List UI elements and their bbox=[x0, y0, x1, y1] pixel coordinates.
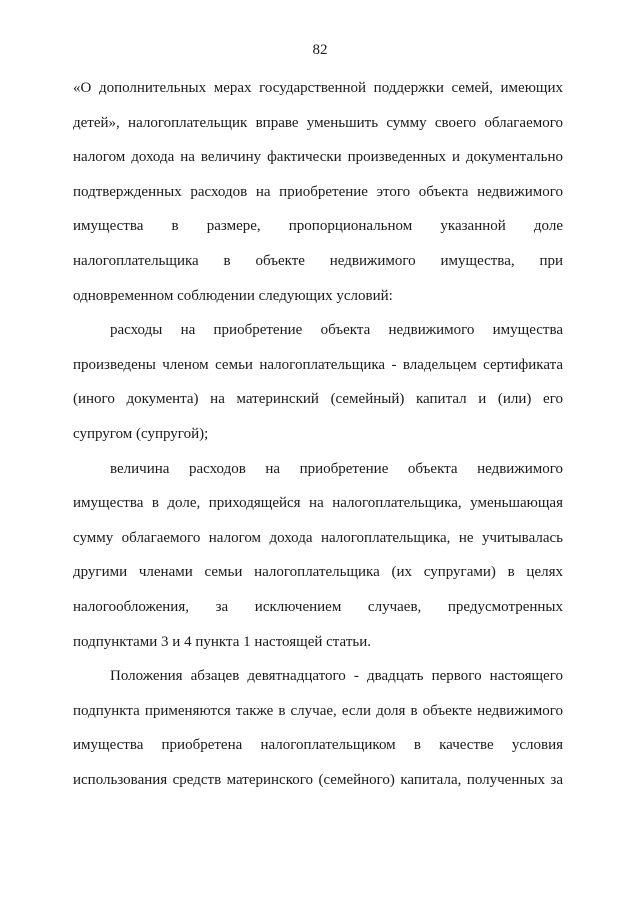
text-line: использования средств материнского (семейного) капитала, полученных за bbox=[73, 771, 563, 788]
page-number: 82 bbox=[312, 42, 328, 58]
text-line: «О дополнительных мерах государственной поддержки семей, имеющих bbox=[73, 80, 563, 96]
text-line: (иного документа) на материнский (семейный) капитал и (или) его bbox=[73, 391, 563, 408]
text-line: подпункта применяются также в случае, если доля в объекте недвижимого bbox=[73, 702, 563, 719]
text-line: подтвержденных расходов на приобретение этого объекта недвижимого bbox=[73, 183, 563, 200]
text-line: налогом дохода на величину фактически произведенных и документально bbox=[73, 149, 563, 166]
text-line: имущества в размере, пропорциональном указанной доле bbox=[73, 218, 563, 235]
text-line: имущества в доле, приходящейся на налогоплательщика, уменьшающая bbox=[73, 495, 563, 512]
text-line: произведены членом семьи налогоплательщика - владельцем сертификата bbox=[73, 356, 563, 373]
text-line: сумму облагаемого налогом дохода налогоплательщика, не учитывалась bbox=[73, 529, 563, 546]
text-line: Положения абзацев девятнадцатого - двадцать первого настоящего bbox=[110, 668, 563, 685]
text-line: налогоплательщика в объекте недвижимого имущества, при bbox=[73, 252, 563, 269]
text-line: имущества приобретена налогоплательщиком в качестве условия bbox=[73, 737, 563, 754]
text-line: детей», налогоплательщик вправе уменьшить сумму своего облагаемого bbox=[73, 114, 563, 131]
text-line: одновременном соблюдении следующих условий: bbox=[73, 287, 393, 304]
text-line: другими членами семьи налогоплательщика (их супругами) в целях bbox=[73, 564, 563, 581]
text-line: величина расходов на приобретение объекта недвижимого bbox=[110, 460, 563, 477]
text-line: супругом (супругой); bbox=[73, 425, 209, 442]
text-line: расходы на приобретение объекта недвижимого имущества bbox=[110, 322, 563, 339]
text-line: подпунктами 3 и 4 пункта 1 настоящей статьи. bbox=[73, 633, 371, 650]
document-body bbox=[73, 78, 563, 804]
text-line: налогообложения, за исключением случаев, предусмотренных bbox=[73, 598, 563, 615]
